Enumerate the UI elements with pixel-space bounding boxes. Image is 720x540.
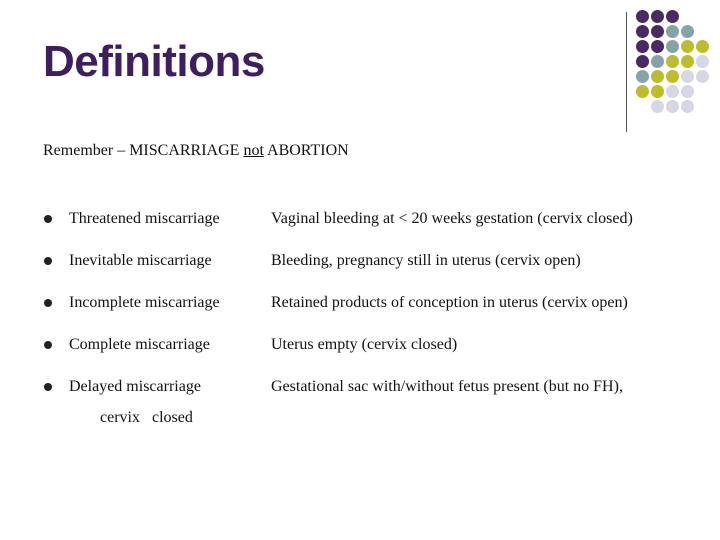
decor-dot: [666, 55, 679, 68]
subtitle-text-start: Remember – MISCARRIAGE: [43, 142, 244, 159]
decor-dot: [681, 25, 694, 38]
term: Delayed miscarriage: [69, 378, 201, 395]
decor-dot: [651, 40, 664, 53]
decor-dot: [666, 40, 679, 53]
definition: Gestational sac with/without fetus present (but no FH),: [271, 378, 623, 395]
subtitle-underlined: not: [243, 142, 264, 159]
subtitle: [43, 141, 349, 161]
decor-dot: [696, 55, 709, 68]
definition: Retained products of conception in uterus (cervix open): [271, 294, 628, 311]
definitions-list: [44, 198, 684, 408]
decor-dot: [651, 70, 664, 83]
divider-line: [626, 12, 627, 132]
decor-dot: [696, 40, 709, 53]
decor-dot: [651, 25, 664, 38]
decor-dot: [666, 100, 679, 113]
term: Inevitable miscarriage: [69, 252, 212, 269]
decor-dot: [636, 40, 649, 53]
term: Threatened miscarriage: [69, 210, 220, 227]
decor-dot: [651, 10, 664, 23]
list-item: [44, 240, 684, 282]
decor-dot: [651, 85, 664, 98]
decor-dot: [636, 25, 649, 38]
bullet-icon: [44, 299, 52, 307]
decor-dot: [636, 10, 649, 23]
decor-dot: [636, 85, 649, 98]
subtitle-text-end: ABORTION: [263, 142, 349, 159]
decor-dot: [651, 100, 664, 113]
definition: Bleeding, pregnancy still in uterus (cervix open): [271, 252, 581, 269]
bullet-icon: [44, 383, 52, 391]
list-item: [44, 282, 684, 324]
term: Complete miscarriage: [69, 336, 210, 353]
decor-dot: [696, 70, 709, 83]
decor-dot: [636, 55, 649, 68]
definition: Uterus empty (cervix closed): [271, 336, 458, 353]
list-item: [44, 198, 684, 240]
decor-dot: [681, 70, 694, 83]
decor-dot: [681, 85, 694, 98]
list-item: [44, 324, 684, 366]
slide-title: Definitions: [43, 37, 265, 86]
list-item: [44, 366, 684, 408]
definition: Vaginal bleeding at < 20 weeks gestation (cervix closed): [271, 210, 633, 227]
decor-dot: [681, 55, 694, 68]
term: Incomplete miscarriage: [69, 294, 220, 311]
decor-dot: [681, 40, 694, 53]
decor-dot: [636, 70, 649, 83]
bullet-icon: [44, 257, 52, 265]
decor-dot: [666, 10, 679, 23]
decor-dot: [651, 55, 664, 68]
decor-dot: [666, 70, 679, 83]
decor-dot: [666, 85, 679, 98]
decor-dot: [666, 25, 679, 38]
decor-dot: [681, 100, 694, 113]
bullet-icon: [44, 341, 52, 349]
bullet-icon: [44, 215, 52, 223]
definition-continuation: cervix closed: [100, 409, 193, 426]
